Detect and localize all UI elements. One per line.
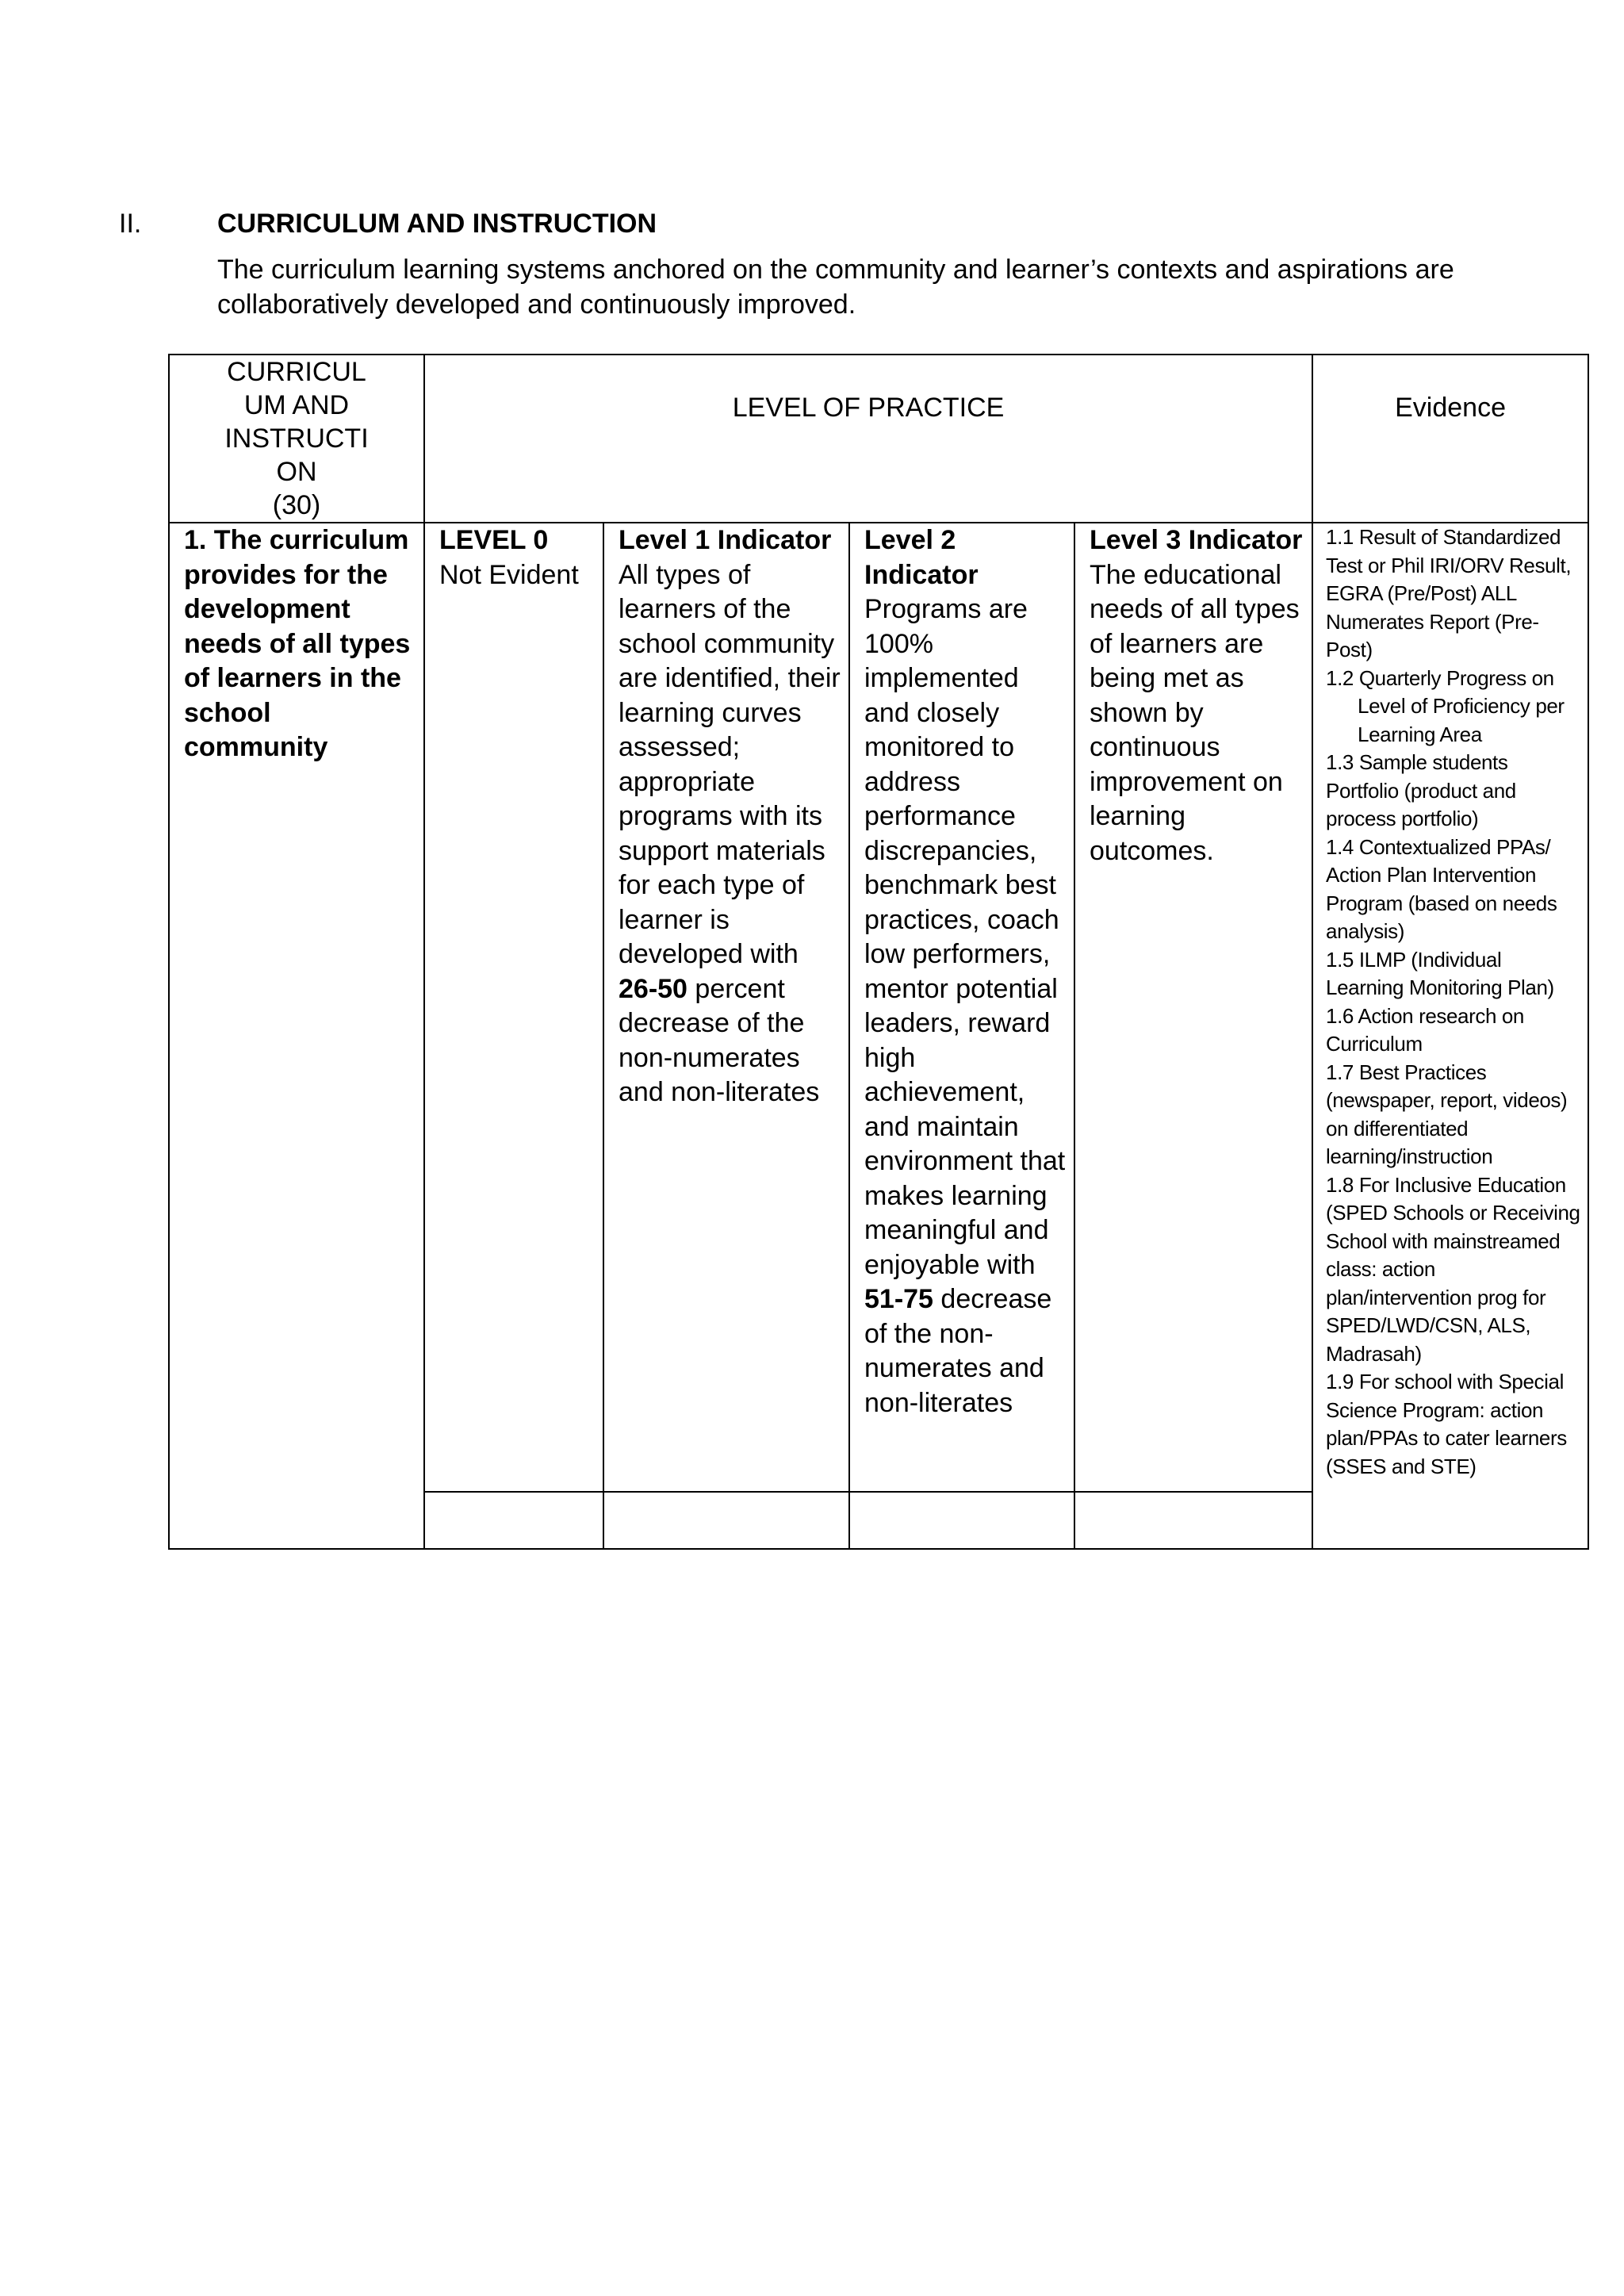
level1-text: All types of learners of the school community are identified, their learning curves assessed; appropriate programs with its support materials for each type of learner is developed with [619,559,841,969]
evidence-item: 1.9 For school with Special Science Program: action plan/PPAs to cater learners (SSES and STE) [1326,1370,1567,1478]
header-evidence: Evidence [1312,355,1588,523]
header-area-line: (30) [272,490,321,520]
level3-title: Level 3 Indicator [1090,525,1303,555]
area-text: 1. The curriculum provides for the development needs of all types of learners in the school community [184,525,411,762]
level0-text: Not Evident [439,559,579,590]
evidence-item: 1.7 Best Practices (newspaper, report, videos) on differentiated learning/instruction [1326,1060,1568,1168]
blank-cell [424,1492,603,1549]
header-level-of-practice: LEVEL OF PRACTICE [424,355,1312,523]
blank-cell [849,1492,1074,1549]
section-number: II. [119,209,142,239]
level2-cell [849,523,1074,1492]
level3-text: The educational needs of all types of learners are being met as shown by continuous improvement on learning outcomes. [1090,559,1300,866]
rubric-table [168,354,1589,1550]
level3-cell [1074,523,1312,1492]
evidence-cell [1312,523,1588,1549]
header-area-line: INSTRUCTI [224,424,369,454]
evidence-item: 1.6 Action research on Curriculum [1326,1003,1524,1056]
level1-text-end: percent decrease of the non-numerates and non-literates [619,973,820,1107]
section-description: The curriculum learning systems anchored on the community and learner’s contexts and aspirations are collaboratively developed and continuously improved. [217,255,1454,320]
evidence-item: 1.3 Sample students Portfolio (product and process portfolio) [1326,750,1516,830]
level0-title: LEVEL 0 [439,525,549,555]
header-area-line: CURRICUL [227,357,366,387]
header-area-line: ON [276,457,317,487]
header-area [169,355,424,523]
table-row [169,523,1588,1492]
evidence-item: 1.8 For Inclusive Education (SPED Schools or Receiving School with mainstreamed class: action plan/intervention prog for SPED/LWD/CSN, ALS, Madrasah) [1326,1172,1580,1366]
blank-cell [1074,1492,1312,1549]
level1-title: Level 1 Indicator [619,525,832,555]
area-cell [169,523,424,1549]
evidence-item: 1.2 Quarterly Progress on [1326,665,1554,690]
level0-cell [424,523,603,1492]
blank-cell [603,1492,849,1549]
table-header-row [169,355,1588,523]
evidence-item: Level of Proficiency per Learning Area [1358,694,1565,746]
evidence-item: 1.4 Contextualized PPAs/ Action Plan Intervention Program (based on needs analysis) [1326,834,1557,943]
level2-text: Programs are 100% implemented and closely monitored to address performance discrepancies, benchmark best practices, coach low performers, mentor potential leaders, reward high achievement, and maintain environment that makes learning meaningful and enjoyable with [864,594,1066,1280]
level2-text-end: decrease of the non-numerates and non-literates [864,1284,1052,1418]
evidence-item: 1.1 Result of Standardized Test or Phil IRI/ORV Result, EGRA (Pre/Post) ALL Numerates Report (Pre-Post) [1326,525,1572,661]
evidence-item: 1.5 ILMP (Individual Learning Monitoring Plan) [1326,947,1554,999]
level2-title: Level 2 Indicator [864,525,979,590]
level2-bold-range: 51-75 [864,1284,933,1314]
header-area-line: UM AND [243,390,350,420]
level1-bold-range: 26-50 [619,973,688,1004]
section-title: CURRICULUM AND INSTRUCTION [217,209,657,239]
level1-cell [603,523,849,1492]
